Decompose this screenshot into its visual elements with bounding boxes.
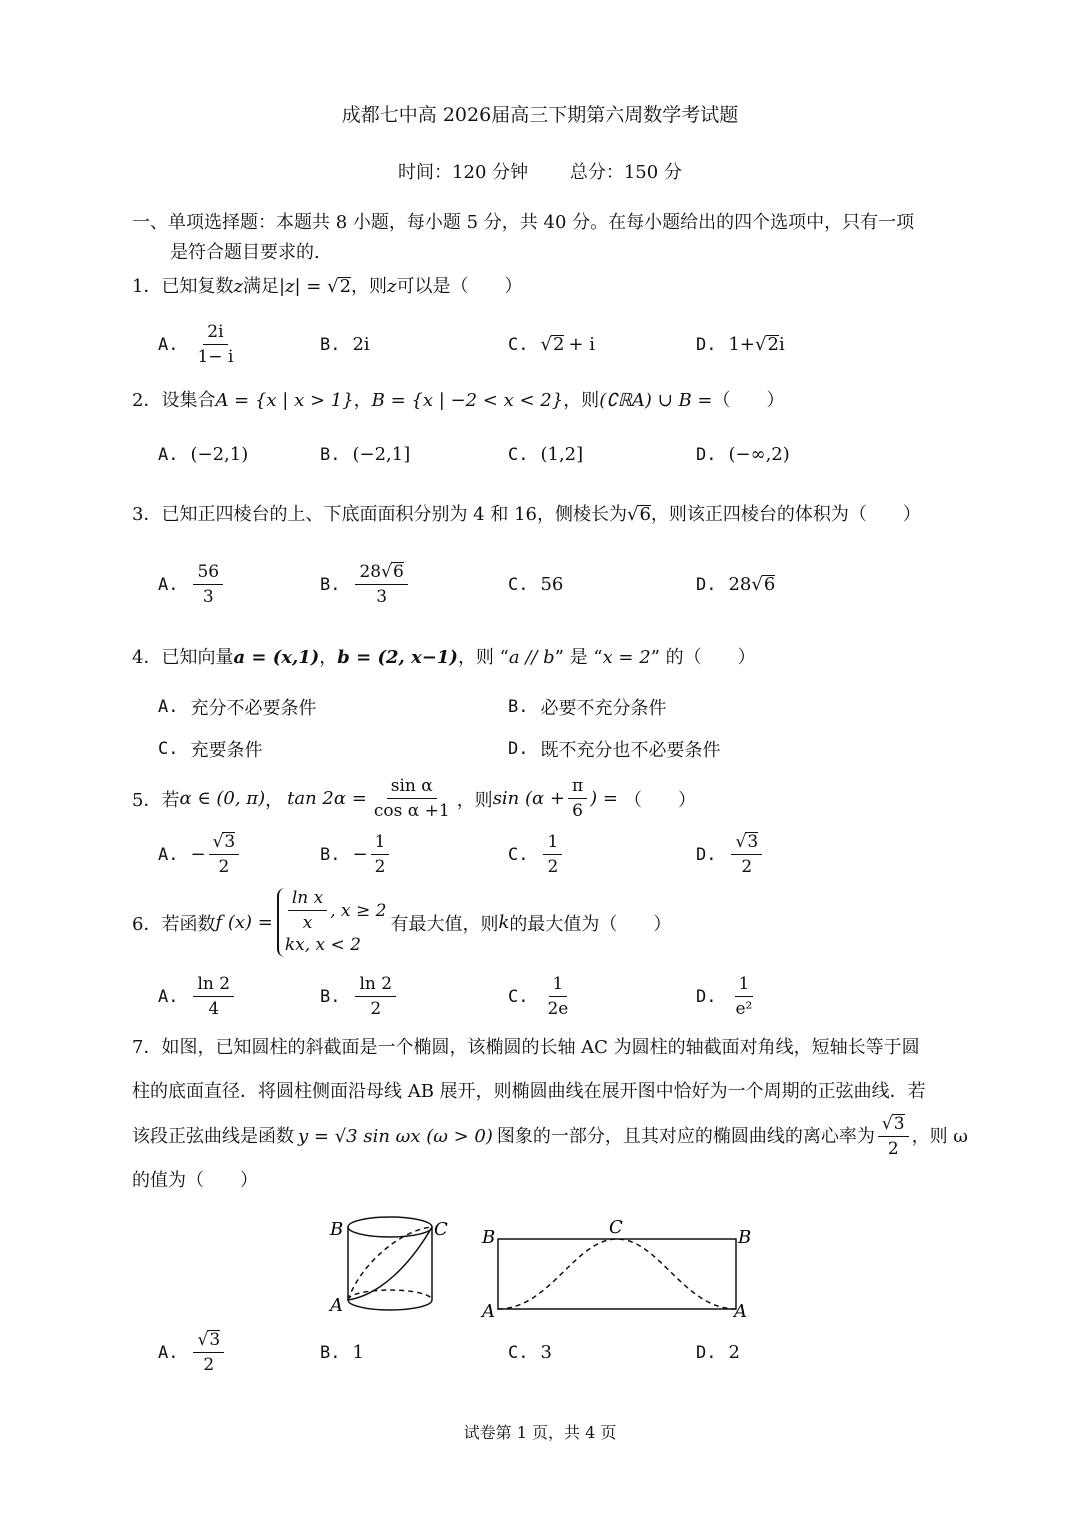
q5-option-b-fraction [371, 832, 390, 877]
q4-text-d: ” 的（ ） [650, 647, 756, 668]
q7-line-4: 的值为（ ） [132, 1170, 258, 1191]
unfolded-rectangle [498, 1239, 736, 1309]
unfolded-diagram [498, 1239, 736, 1309]
q3-option-d-sqrt-symbol: √ [751, 574, 763, 595]
q7-option-c-label: C. [508, 1342, 529, 1363]
cylinder-top-ellipse [348, 1217, 432, 1237]
q1-text-d: 可以是（ ） [396, 276, 523, 297]
q6-text-a: 6．若函数 [132, 913, 216, 935]
q2-option-a[interactable] [158, 444, 248, 465]
q6-option-c[interactable] [508, 974, 575, 1019]
q5-option-a-fraction [209, 832, 240, 877]
q1-option-d-tail: i [778, 334, 785, 355]
q7-ecc-rad: 3 [893, 1114, 905, 1134]
cylinder-label-b: B [330, 1219, 344, 1240]
q6-option-c-num: 1 [549, 974, 568, 997]
q1-option-d-head: 1+ [728, 334, 756, 355]
q5-option-d[interactable] [696, 832, 765, 877]
q3-option-c-text: 56 [540, 574, 564, 595]
q3-option-b-num-rad: 6 [392, 562, 404, 582]
q3-option-c[interactable] [508, 574, 563, 595]
q5-option-c-num: 1 [543, 832, 562, 855]
q4-option-a[interactable] [158, 694, 316, 720]
q5-option-a-sqrt-symbol: √ [212, 832, 224, 852]
q1-text-b: 满足 [242, 276, 279, 297]
q6-piece-1-cond: , x ≥ 2 [330, 900, 387, 921]
q5-option-c-den: 2 [547, 857, 559, 877]
q1-option-c-label: C. [508, 334, 529, 355]
q1-option-b-label: B. [320, 334, 341, 355]
q3-option-b-fraction [355, 562, 407, 607]
cylinder-section-back [348, 1227, 432, 1300]
q2-option-b-text: (−2,1] [352, 444, 411, 465]
q5-text-b: ，则 [456, 789, 493, 811]
q5-option-a-rad: 3 [224, 832, 236, 852]
q1-z-2: z [387, 276, 397, 297]
q1-option-c-tail: + i [568, 334, 595, 355]
q1-option-c[interactable] [508, 334, 595, 355]
question-3-stem [132, 500, 921, 526]
q6-option-d-label: D. [696, 986, 717, 1007]
q5-option-d-sqrt-symbol: √ [735, 832, 747, 852]
q7-option-b[interactable] [320, 1342, 364, 1363]
q4-option-a-text: 充分不必要条件 [190, 698, 317, 719]
q4-option-b-label: B. [508, 697, 529, 717]
q3-option-b-sqrt-symbol: √ [381, 562, 392, 582]
q4-sep: ， [319, 647, 338, 668]
question-1-stem [132, 272, 523, 298]
q1-sqrt-value: 2 [339, 276, 352, 297]
q6-k: k [498, 912, 510, 933]
q6-piece-1-fraction [288, 888, 327, 933]
q7-func: y = √3 sin ωx (ω > 0) [298, 1125, 493, 1147]
q3-sqrt-symbol: √ [626, 504, 639, 525]
q6-option-b-num: ln 2 [355, 974, 396, 997]
cylinder-section-front [348, 1227, 432, 1300]
q3-text-b: ，则该正四棱台的体积为（ ） [650, 504, 921, 525]
q3-option-a-fraction [193, 562, 223, 607]
exam-title: 成都七中高 2026届高三下期第六周数学考试题 [341, 104, 739, 126]
q5-frac-num: sin α [387, 776, 437, 799]
q4-text-a: 4．已知向量 [132, 647, 234, 668]
q2-option-c[interactable] [508, 444, 583, 465]
section-heading [132, 208, 962, 268]
q4-text-b: ，则 “ [457, 647, 509, 668]
q2-option-b[interactable] [320, 444, 410, 465]
question-5-stem [132, 776, 696, 821]
q3-option-a-label: A. [158, 574, 179, 595]
q5-option-b[interactable] [320, 832, 392, 877]
q5-option-c[interactable] [508, 832, 565, 877]
q5-option-b-sign: − [352, 844, 368, 865]
q5-option-b-den: 2 [374, 857, 386, 877]
question-3-options [158, 562, 938, 622]
q7-option-d-text: 2 [728, 1342, 740, 1363]
q3-option-b-num [355, 562, 407, 585]
q3-option-d-rad: 6 [763, 574, 776, 595]
q3-text-a: 3．已知正四棱台的上、下底面面积分别为 4 和 16，侧棱长为 [132, 504, 627, 525]
q7-option-a-den: 2 [203, 1355, 215, 1375]
q1-option-a[interactable] [158, 322, 240, 367]
q5-option-d-rad: 3 [747, 832, 759, 852]
q5-pi-den: 6 [572, 801, 583, 821]
cylinder-label-c: C [434, 1219, 448, 1240]
question-2-stem [132, 386, 785, 412]
q7-figure [320, 1205, 760, 1325]
q7-option-b-text: 1 [352, 1342, 364, 1363]
q5-option-b-label: B. [320, 844, 341, 865]
q7-option-c[interactable] [508, 1342, 552, 1363]
q6-fx: f (x) = [215, 912, 273, 933]
exam-total: 总分：150 分 [569, 162, 682, 183]
q2-option-c-label: C. [508, 444, 529, 465]
q4-option-c-text: 充要条件 [190, 740, 263, 761]
q7-option-c-text: 3 [540, 1342, 552, 1363]
q2-text-b: ，则 [563, 390, 600, 411]
q6-option-b-label: B. [320, 986, 341, 1007]
q1-sqrt-symbol: √ [327, 276, 339, 297]
q1-option-c-rad: 2 [552, 334, 565, 355]
q1-option-d-sqrt-symbol: √ [755, 334, 767, 355]
section-line-2: 是符合题目要求的. [170, 242, 320, 263]
q1-option-b-text: 2i [352, 334, 370, 355]
q3-option-b-num-head: 28 [359, 562, 382, 582]
q5-option-d-label: D. [696, 844, 717, 865]
cylinder-label-a: A [330, 1295, 343, 1316]
q5-sep: ， [265, 789, 284, 811]
q5-option-c-fraction [543, 832, 562, 877]
q7-ecc-den: 2 [887, 1139, 899, 1159]
q7-line-3-c: ，则 ω [911, 1125, 968, 1147]
cylinder-bottom-front [348, 1300, 432, 1310]
q1-option-a-den: 1− i [197, 347, 234, 367]
q7-line-3-b: 图象的一部分，且其对应的椭圆曲线的离心率为 [496, 1125, 875, 1147]
q7-option-a-label: A. [158, 1342, 179, 1363]
q1-option-d-label: D. [696, 334, 717, 355]
q5-text-c: （ ） [624, 789, 696, 811]
q2-option-a-label: A. [158, 444, 179, 465]
question-1-options [158, 322, 938, 382]
q4-vec-a: a = (x,1) [233, 647, 320, 668]
unfolded-label-b-left: B [482, 1227, 496, 1248]
q2-option-d[interactable] [696, 444, 790, 465]
q5-option-a-num [209, 832, 240, 855]
q7-line-2: 柱的底面直径．将圆柱侧面沿母线 AB 展开，则椭圆曲线在展开图中恰好为一个周期的正弦曲线．若 [132, 1081, 926, 1102]
q6-piece-2: kx, x < 2 [284, 935, 361, 955]
q5-option-a-label: A. [158, 844, 179, 865]
exam-time: 时间：120 分钟 [398, 162, 529, 183]
q5-cond: α ∈ (0, π) [179, 788, 266, 809]
q6-option-d[interactable] [696, 974, 759, 1019]
question-2-options [158, 444, 938, 504]
q1-option-c-sqrt-symbol: √ [540, 334, 552, 355]
q5-pi-num: π [568, 776, 587, 799]
q4-option-d[interactable] [508, 736, 720, 762]
q3-option-c-label: C. [508, 574, 529, 595]
q6-option-b-fraction [355, 974, 396, 1019]
q7-option-a-rad: 3 [209, 1330, 221, 1350]
question-7-stem [132, 1026, 968, 1203]
q6-option-a[interactable] [158, 974, 237, 1019]
q5-tan: tan 2α = [287, 788, 367, 809]
q4-option-d-text: 既不充分也不必要条件 [540, 740, 721, 761]
q2-option-c-text: (1,2] [540, 444, 584, 465]
q5-pi-fraction [568, 776, 587, 821]
q7-option-a[interactable] [158, 1330, 227, 1375]
q4-cond-1: a // b [508, 647, 555, 668]
q4-option-b[interactable] [508, 694, 666, 720]
q3-option-d[interactable] [696, 574, 775, 595]
q2-option-d-text: (−∞,2) [728, 444, 790, 465]
q6-option-d-fraction [731, 974, 756, 1019]
q4-option-c-label: C. [158, 739, 179, 759]
q6-option-c-fraction [543, 974, 572, 1019]
unfolded-label-a-right: A [734, 1301, 747, 1322]
q1-option-b[interactable] [320, 334, 370, 355]
q2-option-a-text: (−2,1) [190, 444, 249, 465]
q1-text-c: ，则 [351, 276, 388, 297]
q7-option-d[interactable] [696, 1342, 740, 1363]
q4-option-a-label: A. [158, 697, 179, 717]
q4-cond-2: x = 2 [602, 647, 651, 668]
q3-option-a[interactable] [158, 562, 226, 607]
q5-sin-tail: ) = [590, 788, 618, 809]
q4-option-b-text: 必要不充分条件 [540, 698, 667, 719]
q7-ecc-sqrt-symbol: √ [881, 1114, 893, 1134]
cylinder-bottom-back [348, 1290, 432, 1300]
q1-option-a-label: A. [158, 334, 179, 355]
q7-line-1: 7．如图，已知圆柱的斜截面是一个椭圆，该椭圆的长轴 AC 为圆柱的轴截面对角线，短轴长等于圆 [132, 1037, 920, 1058]
q5-option-d-den: 2 [741, 857, 753, 877]
q1-z: z [233, 276, 243, 297]
q5-option-d-num [731, 832, 762, 855]
question-4-stem [132, 643, 756, 669]
q1-option-a-num: 2i [203, 322, 227, 345]
q2-text-a: 2．设集合 [132, 390, 216, 411]
q5-option-c-label: C. [508, 844, 529, 865]
unfolded-label-c: C [609, 1217, 623, 1238]
q1-option-d[interactable] [696, 334, 785, 355]
q5-text-a: 5．若 [132, 789, 180, 811]
page-footer: 试卷第 1 页，共 4 页 [463, 1423, 617, 1442]
unfolded-sine-curve [498, 1239, 736, 1309]
q3-sqrt-value: 6 [639, 504, 651, 525]
question-7-options [158, 1330, 938, 1390]
exam-subtitle [0, 158, 1080, 184]
q7-option-d-label: D. [696, 1342, 717, 1363]
q7-line-3-a: 该段正弦曲线是函数 [132, 1125, 294, 1147]
q7-ecc-fraction [878, 1114, 909, 1159]
q6-option-a-den: 4 [208, 999, 220, 1019]
q2-option-b-label: B. [320, 444, 341, 465]
q2-text-c: （ ） [712, 390, 785, 411]
q3-option-b-label: B. [320, 574, 341, 595]
q7-ecc-num [878, 1114, 909, 1137]
question-6-stem [132, 888, 671, 957]
q1-option-d-rad: 2 [767, 334, 779, 355]
question-5-options [158, 832, 938, 892]
q3-option-d-head: 28 [728, 574, 752, 595]
q2-expr: (∁ℝA) ∪ B = [599, 390, 713, 411]
q6-text-c: 的最大值为（ ） [509, 913, 672, 935]
q5-option-d-fraction [731, 832, 762, 877]
q6-option-b[interactable] [320, 974, 399, 1019]
q6-piece-1-num: ln x [288, 888, 327, 911]
q6-option-c-den: 2e [547, 999, 569, 1019]
question-6-options [158, 974, 938, 1034]
q4-text-c: ” 是 “ [554, 647, 603, 668]
unfolded-label-a-left: A [482, 1301, 495, 1322]
q2-set-a: A = {x | x > 1} [215, 390, 354, 411]
q5-option-a[interactable] [158, 832, 242, 877]
q7-option-b-label: B. [320, 1342, 341, 1363]
unfolded-label-b-right: B [738, 1227, 752, 1248]
q5-tan-fraction [370, 776, 454, 821]
q2-sep: ， [353, 390, 372, 411]
q5-option-b-num: 1 [371, 832, 390, 855]
q4-vec-b: b = (2, x−1) [337, 647, 458, 668]
q4-option-c[interactable] [158, 736, 262, 762]
q6-piece-1 [285, 888, 387, 933]
q6-option-d-den: e² [735, 999, 753, 1019]
q3-option-b[interactable] [320, 562, 411, 607]
q4-option-d-label: D. [508, 739, 529, 759]
q6-option-a-fraction [193, 974, 234, 1019]
section-line-1: 一、单项选择题：本题共 8 小题，每小题 5 分，共 40 分。在每小题给出的四个选项中，只有一项 [132, 212, 915, 233]
q7-line-3 [132, 1114, 968, 1159]
q3-option-b-den: 3 [376, 587, 388, 607]
q7-option-a-fraction [193, 1330, 224, 1375]
q3-option-d-label: D. [696, 574, 717, 595]
q5-sin-head: sin (α + [492, 788, 565, 809]
q2-set-b: B = {x | −2 < x < 2} [371, 390, 564, 411]
q6-option-a-num: ln 2 [193, 974, 234, 997]
q6-option-b-den: 2 [370, 999, 382, 1019]
q6-option-a-label: A. [158, 986, 179, 1007]
q7-option-a-sqrt-symbol: √ [197, 1330, 209, 1350]
q3-option-a-den: 3 [202, 587, 214, 607]
q2-option-d-label: D. [696, 444, 717, 465]
q5-frac-den: cos α +1 [373, 801, 450, 821]
q6-piece-1-den: x [302, 913, 313, 933]
q7-option-a-num [193, 1330, 224, 1353]
q6-text-b: 有最大值，则 [390, 913, 499, 935]
cylinder-diagram [348, 1217, 432, 1310]
q6-piecewise [277, 888, 387, 957]
q6-option-d-num: 1 [735, 974, 754, 997]
q1-option-a-fraction [193, 322, 237, 367]
q1-abs: |z| = [278, 276, 322, 297]
q6-option-c-label: C. [508, 986, 529, 1007]
q5-option-a-sign: − [190, 844, 206, 865]
q5-option-a-den: 2 [218, 857, 230, 877]
q1-text-a: 1．已知复数 [132, 276, 234, 297]
q3-option-a-num: 56 [193, 562, 223, 585]
